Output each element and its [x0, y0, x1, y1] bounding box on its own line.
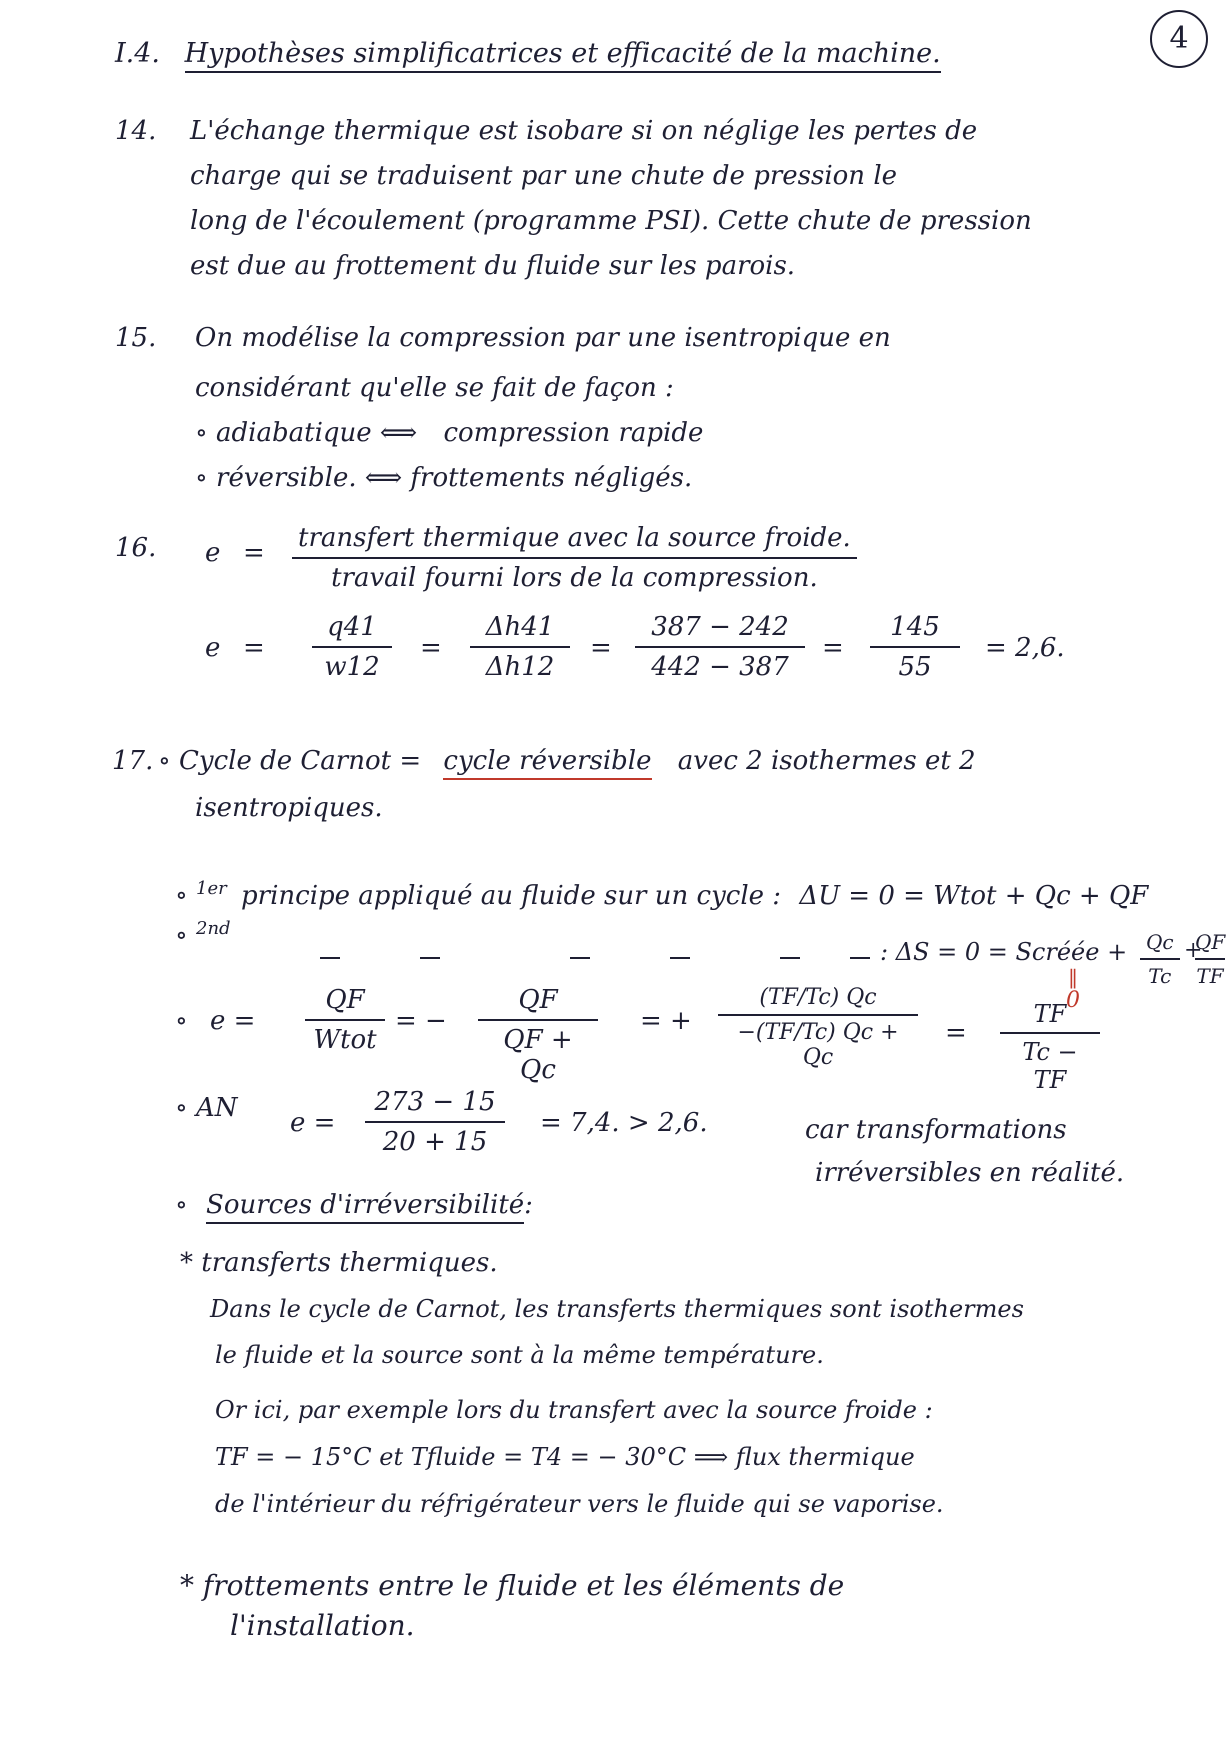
- bullet: ∘: [175, 880, 197, 911]
- q17-an-reason-2: irréversibles en réalité.: [815, 1158, 1125, 1188]
- q17-an-label: ∘ AN: [175, 1093, 238, 1123]
- q17-sources-heading: ∘ Sources d'irréversibilité:: [175, 1192, 533, 1218]
- q17-e-label: e =: [210, 1006, 256, 1036]
- section-number: I.4.: [115, 38, 161, 69]
- q15-label: 15.: [115, 323, 157, 353]
- ditto-dash: [570, 957, 590, 959]
- q17-label: 17.: [112, 746, 154, 776]
- ditto-dash: [850, 957, 870, 959]
- page-number: 4: [1150, 10, 1208, 68]
- q17-first-law: ∘ $^{1er}$ principe appliqué au fluide sur un cycle : ΔU = 0 = Wtot + Qc + QF: [175, 878, 1149, 911]
- q15-bullet-adiabatic: ∘ adiabatique ⟺ compression rapide: [195, 418, 704, 448]
- q16-frac-q41: q41 w12: [312, 612, 392, 682]
- q17-e-bullet: ∘: [175, 1006, 188, 1036]
- q17-second-law-plus: +: [1184, 938, 1203, 963]
- q17-source-1-line-1: Dans le cycle de Carnot, les transferts thermiques sont isothermes: [210, 1295, 1024, 1323]
- q17-cycle-reversible: cycle réversible: [443, 746, 651, 780]
- q17-e-frac-3: (TF/Tc) Qc −(TF/Tc) Qc + Qc: [718, 985, 918, 1070]
- q15-line-2: considérant qu'elle se fait de façon :: [195, 373, 674, 403]
- q16-e2: e: [205, 633, 221, 663]
- q16-definition: transfert thermique avec la source froide. travail fourni lors de la compression.: [292, 523, 857, 593]
- q17-an-fraction: 273 − 15 20 + 15: [365, 1087, 505, 1157]
- q17-source-1-line-3: Or ici, par exemple lors du transfert avec la source froide :: [215, 1396, 933, 1424]
- q17-e-eq-3: =: [945, 1018, 967, 1048]
- q17-source-1-line-4: TF = − 15°C et Tfluide = T4 = − 30°C ⟹ flux thermique: [215, 1443, 915, 1471]
- q17-equal-mark: ‖: [1068, 965, 1078, 989]
- q15-line-1: On modélise la compression par une isentropique en: [195, 323, 891, 353]
- q17-e-eq-1: = −: [395, 1006, 447, 1036]
- section-title-text: Hypothèses simplificatrices et efficacité de la machine.: [185, 38, 941, 73]
- q15-bullet-adiabatic-consequence: compression rapide: [443, 418, 704, 448]
- ditto-dash: [320, 957, 340, 959]
- q17-an-reason-1: car transformations: [805, 1115, 1067, 1145]
- q17-source-1-line-2: le fluide et la source sont à la même température.: [215, 1341, 824, 1369]
- q14-line-1: L'échange thermique est isobare si on néglige les pertes de: [190, 116, 978, 146]
- q17-line-2: isentropiques.: [195, 793, 383, 823]
- q14-label: 14.: [115, 116, 157, 146]
- section-title: [115, 38, 941, 69]
- q16-label: 16.: [115, 533, 157, 563]
- q17-second-law-equation: : ΔS = 0 = Scréée +: [880, 938, 1128, 966]
- q17-second-law-frac-f: QF TF: [1195, 930, 1226, 988]
- q17-second-law-frac-c: Qc Tc: [1140, 930, 1180, 988]
- q16-eq3: =: [420, 633, 442, 663]
- q15-bullet-reversible: ∘ réversible. ⟺ frottements négligés.: [195, 463, 693, 493]
- q17-second-law-label: ∘ $^{2nd}$: [175, 918, 231, 951]
- q16-frac-simplified: 145 55: [870, 612, 960, 682]
- ditto-dash: [420, 957, 440, 959]
- q16-eq5: =: [822, 633, 844, 663]
- q14-line-2: charge qui se traduisent par une chute de pression le: [190, 161, 898, 191]
- q16-eq2: =: [243, 633, 265, 663]
- q17-e-frac-4: TF Tc − TF: [1000, 1000, 1100, 1094]
- q16-eq4: =: [590, 633, 612, 663]
- q17-source-2-line-2: l'installation.: [230, 1609, 415, 1642]
- q17-source-1-title: * transferts thermiques.: [180, 1248, 498, 1278]
- q17-source-2-line-1: * frottements entre le fluide et les éléments de: [180, 1569, 845, 1602]
- q17-an-result: = 7,4. > 2,6.: [540, 1108, 708, 1138]
- q16-result: = 2,6.: [985, 633, 1065, 663]
- q17-e-frac-2: QF QF + Qc: [478, 985, 598, 1085]
- q17-carnot-line: ∘ Cycle de Carnot = cycle réversible avec 2 isothermes et 2: [158, 748, 976, 774]
- q17-e-frac-1: QF Wtot: [305, 985, 385, 1055]
- ditto-dash: [670, 957, 690, 959]
- q16-eq: =: [243, 538, 265, 568]
- q17-zero-mark: 0: [1066, 988, 1080, 1013]
- q16-frac-delta-h: Δh41 Δh12: [470, 612, 570, 682]
- q16-e: e: [205, 538, 221, 568]
- q14-line-4: est due au frottement du fluide sur les parois.: [190, 251, 796, 281]
- q17-source-1-line-5: de l'intérieur du réfrigérateur vers le fluide qui se vaporise.: [215, 1490, 944, 1518]
- q17-an-e: e =: [290, 1108, 336, 1138]
- ditto-dash: [780, 957, 800, 959]
- q14-line-3: long de l'écoulement (programme PSI). Cette chute de pression: [190, 206, 1032, 236]
- q17-first-law-equation: ΔU = 0 = Wtot + Qc + QF: [799, 880, 1149, 911]
- q17-e-eq-2: = +: [640, 1006, 692, 1036]
- q16-frac-values: 387 − 242 442 − 387: [635, 612, 805, 682]
